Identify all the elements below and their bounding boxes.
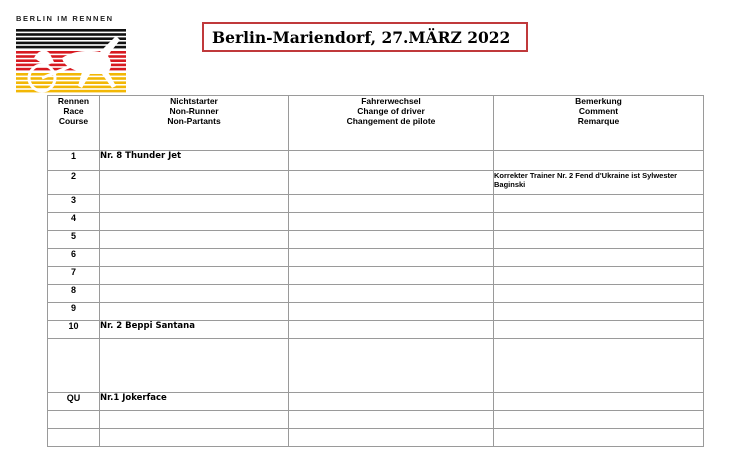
nonrunner-cell: [100, 267, 289, 285]
driver-change-cell: [289, 267, 494, 285]
driver-change-cell: [289, 231, 494, 249]
logo-text: BERLIN IM RENNEN: [16, 14, 114, 23]
race-number: 10: [48, 321, 100, 339]
race-number: 9: [48, 303, 100, 321]
nonrunner-cell: [100, 339, 289, 393]
title-box: [202, 22, 528, 52]
remark-cell: Korrekter Trainer Nr. 2 Fend d'Ukraine ist Sylwester Baginski: [494, 171, 704, 195]
remark-cell: [494, 249, 704, 267]
table-row: [48, 303, 704, 321]
race-number: 5: [48, 231, 100, 249]
header-nonrunner: Nichtstarter Non-Runner Non-Partants: [100, 96, 289, 151]
table-row: [48, 411, 704, 429]
driver-change-cell: [289, 213, 494, 231]
nonrunner-cell: [100, 429, 289, 447]
nonrunner-cell: [100, 171, 289, 195]
table-row: [48, 429, 704, 447]
table-row: [48, 285, 704, 303]
remark-cell: [494, 151, 704, 171]
race-number: [48, 429, 100, 447]
remark-cell: [494, 285, 704, 303]
trotting-horse-flag-logo: [16, 28, 126, 96]
race-number: [48, 339, 100, 393]
driver-change-cell: [289, 321, 494, 339]
race-number: 8: [48, 285, 100, 303]
driver-change-cell: [289, 393, 494, 411]
table-row: [48, 195, 704, 213]
remark-cell: [494, 267, 704, 285]
nonrunner-cell: [100, 195, 289, 213]
driver-change-cell: [289, 339, 494, 393]
remark-cell: [494, 195, 704, 213]
nonrunner-cell: [100, 213, 289, 231]
non-runner-table: [47, 95, 704, 447]
remark-cell: [494, 321, 704, 339]
driver-change-cell: [289, 303, 494, 321]
remark-cell: [494, 231, 704, 249]
remark-cell: [494, 429, 704, 447]
nonrunner-cell: [100, 249, 289, 267]
race-number: 4: [48, 213, 100, 231]
table-row: [48, 213, 704, 231]
table-row: [48, 321, 704, 339]
race-number: 2: [48, 171, 100, 195]
table-row: [48, 231, 704, 249]
page-title: Berlin-Mariendorf, 27.MÄRZ 2022: [212, 27, 511, 47]
remark-cell: [494, 411, 704, 429]
race-number: QU: [48, 393, 100, 411]
nonrunner-cell: [100, 285, 289, 303]
race-number: 1: [48, 151, 100, 171]
nonrunner-cell: Nr. 2 Beppi Santana: [100, 321, 289, 339]
header-change-of-driver: Fahrerwechsel Change of driver Changement de pilote: [289, 96, 494, 151]
race-number: [48, 411, 100, 429]
driver-change-cell: [289, 151, 494, 171]
header-comment: Bemerkung Comment Remarque: [494, 96, 704, 151]
table-row: [48, 171, 704, 195]
remark-cell: [494, 303, 704, 321]
race-number: 3: [48, 195, 100, 213]
table-row: [48, 393, 704, 411]
table-row: [48, 267, 704, 285]
nonrunner-cell: [100, 303, 289, 321]
nonrunner-cell: Nr.1 Jokerface: [100, 393, 289, 411]
driver-change-cell: [289, 429, 494, 447]
remark-cell: [494, 393, 704, 411]
table-row: [48, 151, 704, 171]
driver-change-cell: [289, 195, 494, 213]
header-race: Rennen Race Course: [48, 96, 100, 151]
driver-change-cell: [289, 171, 494, 195]
logo-berlin-im-rennen: [16, 14, 128, 96]
race-number: 6: [48, 249, 100, 267]
race-number: 7: [48, 267, 100, 285]
table-row: [48, 339, 704, 393]
nonrunner-cell: Nr. 8 Thunder Jet: [100, 151, 289, 171]
driver-change-cell: [289, 411, 494, 429]
header-row: [48, 96, 704, 151]
table-row: [48, 249, 704, 267]
driver-change-cell: [289, 285, 494, 303]
remark-cell: [494, 339, 704, 393]
nonrunner-cell: [100, 231, 289, 249]
remark-cell: [494, 213, 704, 231]
nonrunner-cell: [100, 411, 289, 429]
driver-change-cell: [289, 249, 494, 267]
